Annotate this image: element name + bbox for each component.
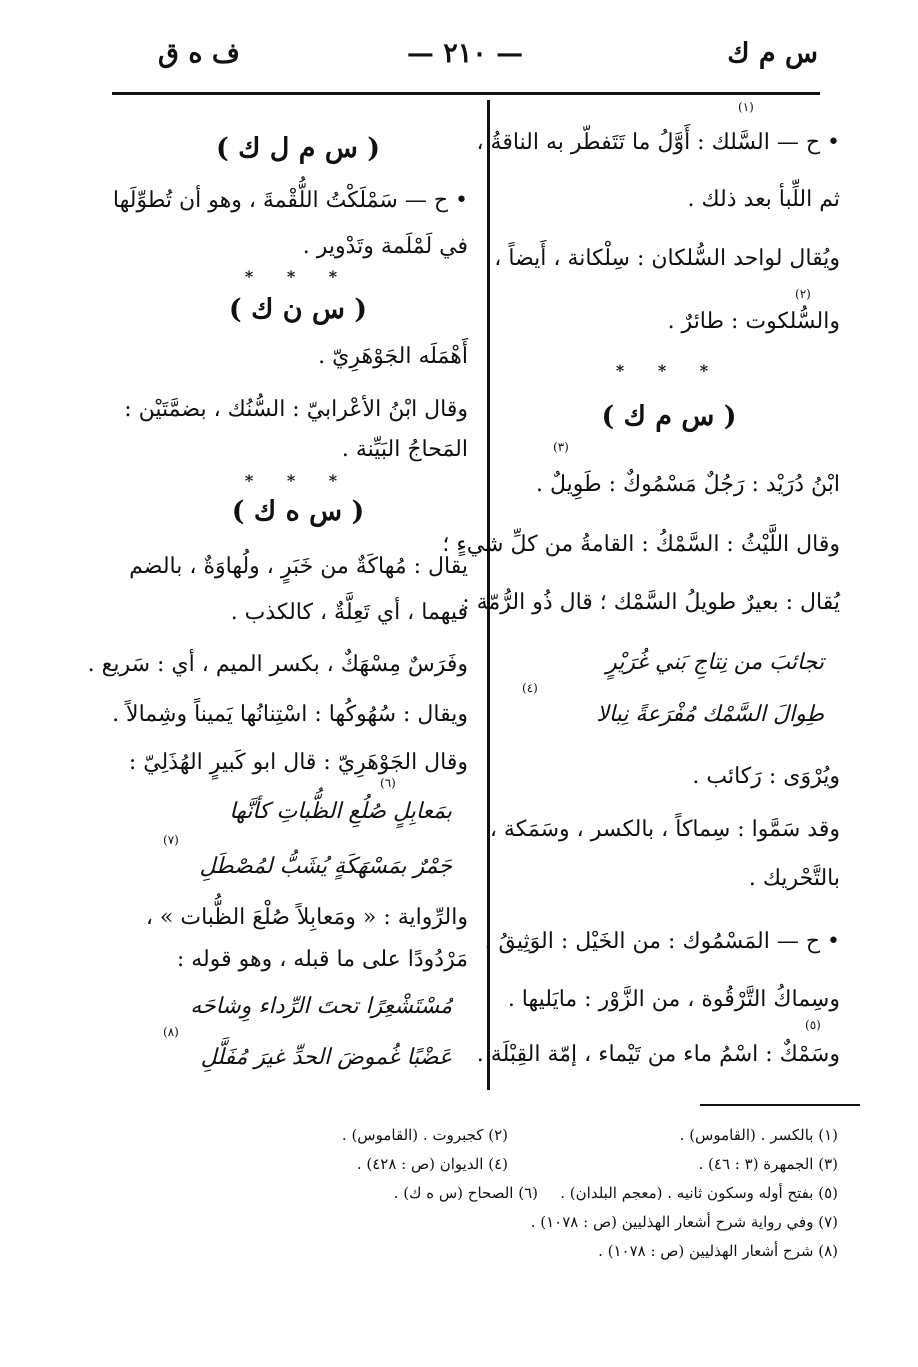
text-line: والرِّواية : « ومَعابِلاً صُلْعَ الظُّبات » ، [145, 905, 468, 930]
text-line: ويُقال لواحد السُّلكان : سِلْكانة ، أَيضاً ، [494, 246, 840, 271]
footnote-marker: (٣) [553, 440, 569, 454]
footnote-marker: (٥) [805, 1018, 821, 1032]
header-root-left: ف ه ق [158, 38, 240, 69]
entry-heading: ( س م ل ك ) [215, 133, 381, 164]
section-separator: * * * [244, 267, 352, 286]
verse-line: مُسْتَشْعِرًا تحتَ الرِّداء وِشاحَه [190, 994, 452, 1019]
footnote-marker: (٤) [522, 681, 538, 695]
text-line: وقد سَمَّوا : سِماكاً ، بالكسر ، وسَمَكة ، [489, 817, 840, 842]
footnote-marker: (٧) [163, 833, 179, 847]
entry-heading: ( س ن ك ) [228, 294, 368, 325]
footnote: (٨) شرح أشعار الهذليين (ص : ١٠٧٨) . [598, 1242, 838, 1260]
footnote: (٤) الديوان (ص : ٤٢٨) . [356, 1155, 508, 1173]
section-separator: * * * [615, 361, 723, 380]
text-line: وقال الجَوْهَرِيّ : قال ابو كَبيرٍ الهُذَلِيّ : [128, 750, 468, 775]
verse-line: عَضْبًا غُموضَ الحدِّ غيرَ مُفَلَّلِ [200, 1045, 452, 1070]
text-line: بالتَّحْريك . [748, 866, 840, 891]
text-line: فيهما ، أي تَعِلَّةٌ ، كالكذب . [230, 600, 468, 625]
text-line: وقال ابْنُ الأعْرابيّ : السُّنُك ، بضمَّتَيْن : [124, 397, 468, 422]
text-line: ويُرْوَى : رَكائب . [692, 764, 840, 789]
text-line: في لَمْلَمة وتَدْوير . [302, 234, 468, 259]
text-line: أَهْمَلَه الجَوْهَرِيّ . [318, 344, 468, 369]
text-line: وسِماكُ التَّرْقُوة ، من الزَّوْر : مايَليها . [507, 987, 840, 1012]
text-line: وفَرَسٌ مِسْهَكٌ ، بكسر الميم ، أي : سَريع . [87, 652, 468, 677]
header-root-right: س م ك [727, 38, 818, 69]
text-line: ثم اللِّبأ بعد ذلك . [687, 187, 840, 212]
footnote: (٦) الصحاح (س ه ك) . [393, 1184, 538, 1202]
text-line: يقال : مُهاكَةٌ من خَبَرٍ ، ولُهاوَةٌ ، بالضم [129, 554, 468, 579]
text-line: ويقال : سُهُوكُها : اسْتِنانُها يَميناً وشِمالاً . [112, 702, 468, 727]
verse-line: بمَعابِلٍ صُلُعِ الظُّباتِ كأنَّها [229, 799, 452, 824]
text-line: المَحاجُ البَيِّنة . [341, 437, 468, 462]
verse-line: تجائبَ من نِتاجِ بَني غُرَيْرٍ [606, 650, 824, 675]
header-rule [112, 92, 820, 95]
verse-line: جَمْرٌ بمَسْهَكَةٍ يُشَبُّ لمُصْطَلِ [199, 854, 452, 879]
footnote: (٥) بفتح أوله وسكون ثانيه . (معجم البلدان) . [560, 1184, 838, 1202]
footnote-marker: (٦) [380, 776, 396, 790]
text-line: والسُّلكوت : طائرٌ . [667, 309, 840, 334]
footnote-marker: (١) [738, 100, 754, 114]
text-line: ابْنُ دُرَيْد : رَجُلٌ مَسْمُوكٌ : طَوِيلٌ . [535, 472, 840, 497]
section-separator: * * * [244, 471, 352, 490]
text-line: وسَمْكٌ : اسْمُ ماء من تَيْماء ، إمّة القِبْلَة . [476, 1042, 840, 1067]
verse-line: طِوالَ السَّمْك مُفْرَعةً نِبالا [596, 702, 824, 727]
footnote: (٢) كجبروت . (القاموس) . [341, 1126, 508, 1144]
footnote: (١) بالكسر . (القاموس) . [679, 1126, 838, 1144]
text-line: يُقال : بعيرٌ طويلُ السَّمْك ؛ قال ذُو الرُّمّة : [462, 590, 840, 615]
footnote-marker: (٨) [163, 1025, 179, 1039]
page-number: — ٢١٠ — [406, 38, 524, 69]
entry-heading: ( س م ك ) [601, 401, 737, 432]
text-line: • ح — سَمْلَكْتُ اللُّقْمةَ ، وهو أن تُطوِّلَها [112, 188, 468, 213]
entry-heading: ( س ه ك ) [231, 496, 365, 527]
footnote: (٧) وفي رواية شرح أشعار الهذليين (ص : ١٠٧٨) . [530, 1213, 838, 1231]
footnote-rule [700, 1104, 860, 1106]
footnote: (٣) الجمهرة (٣ : ٤٦) . [698, 1155, 838, 1173]
text-line: • ح — السَّلك : أَوَّلُ ما تَتَفطّر به الناقةُ ، [476, 130, 840, 155]
text-line: وقال اللَّيْثُ : السَّمْكُ : القامةُ من كلِّ شيءٍ ؛ [442, 532, 840, 557]
text-line: • ح — المَسْمُوك : من الخَيْل : الوَثِيقُ . [484, 929, 840, 954]
footnote-marker: (٢) [795, 287, 811, 301]
text-line: مَرْدُودًا على ما قبله ، وهو قوله : [176, 947, 468, 972]
